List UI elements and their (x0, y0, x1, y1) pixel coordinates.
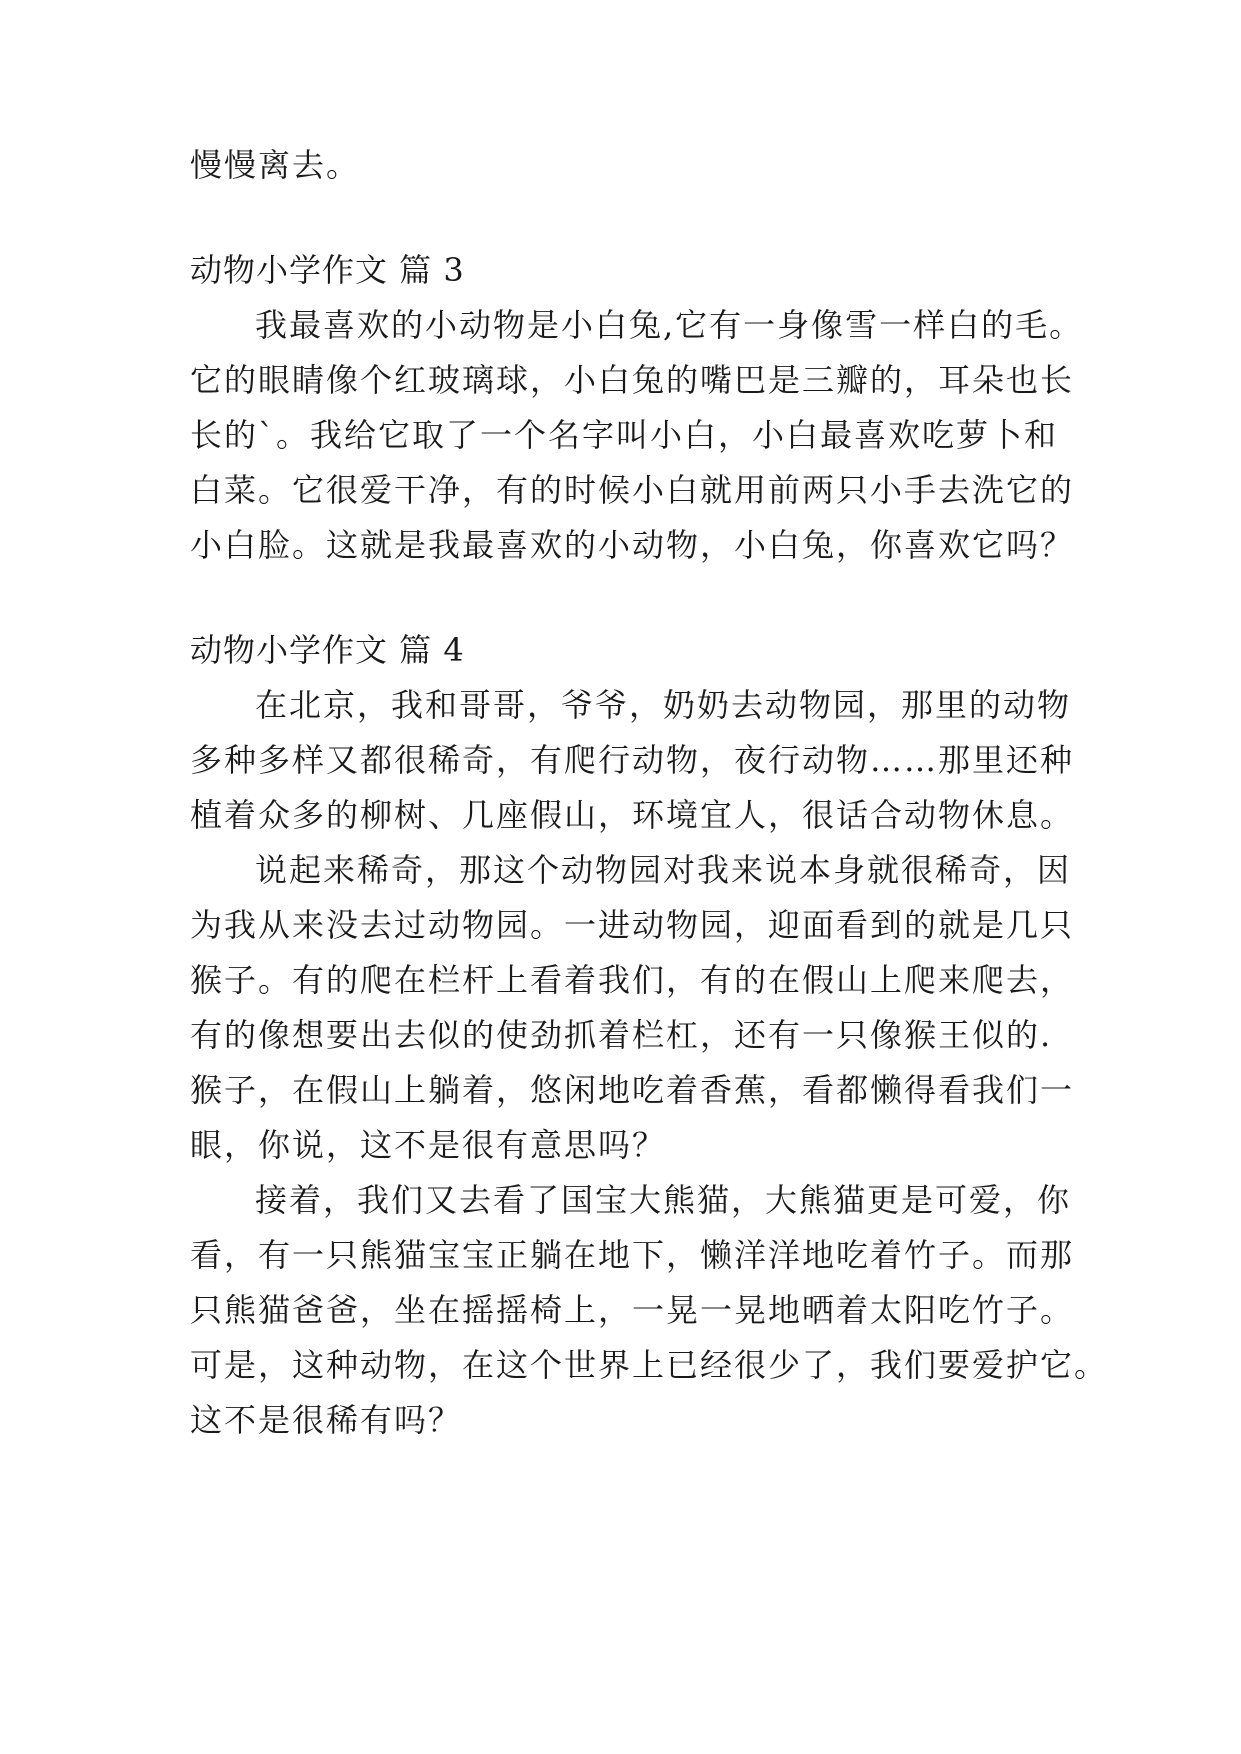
section-4-p3-line-1: 接着，我们又去看了国宝大熊猫，大熊猫更是可爱，你 (255, 1181, 1072, 1219)
section-4-p1-line-3: 植着众多的柳树、几座假山，环境宜人，很话合动物休息。 (190, 796, 1075, 834)
opening-line: 慢慢离去。 (190, 146, 361, 184)
section-4-p2-line-4: 有的像想要出去似的使劲抓着栏杠，还有一只像猴王似的. (190, 1016, 1053, 1054)
section-4-p1-line-2: 多种多样又都很稀奇，有爬行动物，夜行动物……那里还种 (190, 741, 1075, 779)
section-4-p2-line-6: 眼，你说，这不是很有意思吗？ (190, 1126, 667, 1164)
section-3-line-1: 我最喜欢的小动物是小白兔,它有一身像雪一样白的毛。 (255, 306, 1084, 344)
section-4-p2-line-3: 猴子。有的爬在栏杆上看着我们，有的在假山上爬来爬去， (190, 961, 1075, 999)
section-3-line-3: 长的`。我给它取了一个名字叫小白，小白最喜欢吃萝卜和 (190, 416, 1059, 454)
section-4-p3-line-5: 这不是很稀有吗？ (190, 1401, 463, 1439)
section-4-title: 动物小学作文 篇 4 (190, 631, 465, 669)
section-3-line-4: 白菜。它很爱干净，有的时候小白就用前两只小手去洗它的 (190, 471, 1075, 509)
section-4-p3-line-2: 看，有一只熊猫宝宝正躺在地下，懒洋洋地吃着竹子。而那 (190, 1236, 1075, 1274)
section-3-line-5: 小白脸。这就是我最喜欢的小动物，小白兔，你喜欢它吗？ (190, 526, 1075, 564)
section-4-p3-line-3: 只熊猫爸爸，坐在摇摇椅上，一晃一晃地晒着太阳吃竹子。 (190, 1291, 1075, 1329)
section-4-p1-line-1: 在北京，我和哥哥，爷爷，奶奶去动物园，那里的动物 (255, 686, 1072, 724)
section-3-line-2: 它的眼睛像个红玻璃球，小白兔的嘴巴是三瓣的，耳朵也长 (190, 361, 1075, 399)
section-4-p2-line-5: 猴子，在假山上躺着，悠闲地吃着香蕉，看都懒得看我们一 (190, 1071, 1075, 1109)
section-4-p2-line-2: 为我从来没去过动物园。一进动物园，迎面看到的就是几只 (190, 906, 1075, 944)
section-3-title: 动物小学作文 篇 3 (190, 251, 465, 289)
section-4-p2-line-1: 说起来稀奇，那这个动物园对我来说本身就很稀奇，因 (255, 851, 1072, 889)
section-4-p3-line-4: 可是，这种动物，在这个世界上已经很少了，我们要爱护它。 (190, 1346, 1109, 1384)
